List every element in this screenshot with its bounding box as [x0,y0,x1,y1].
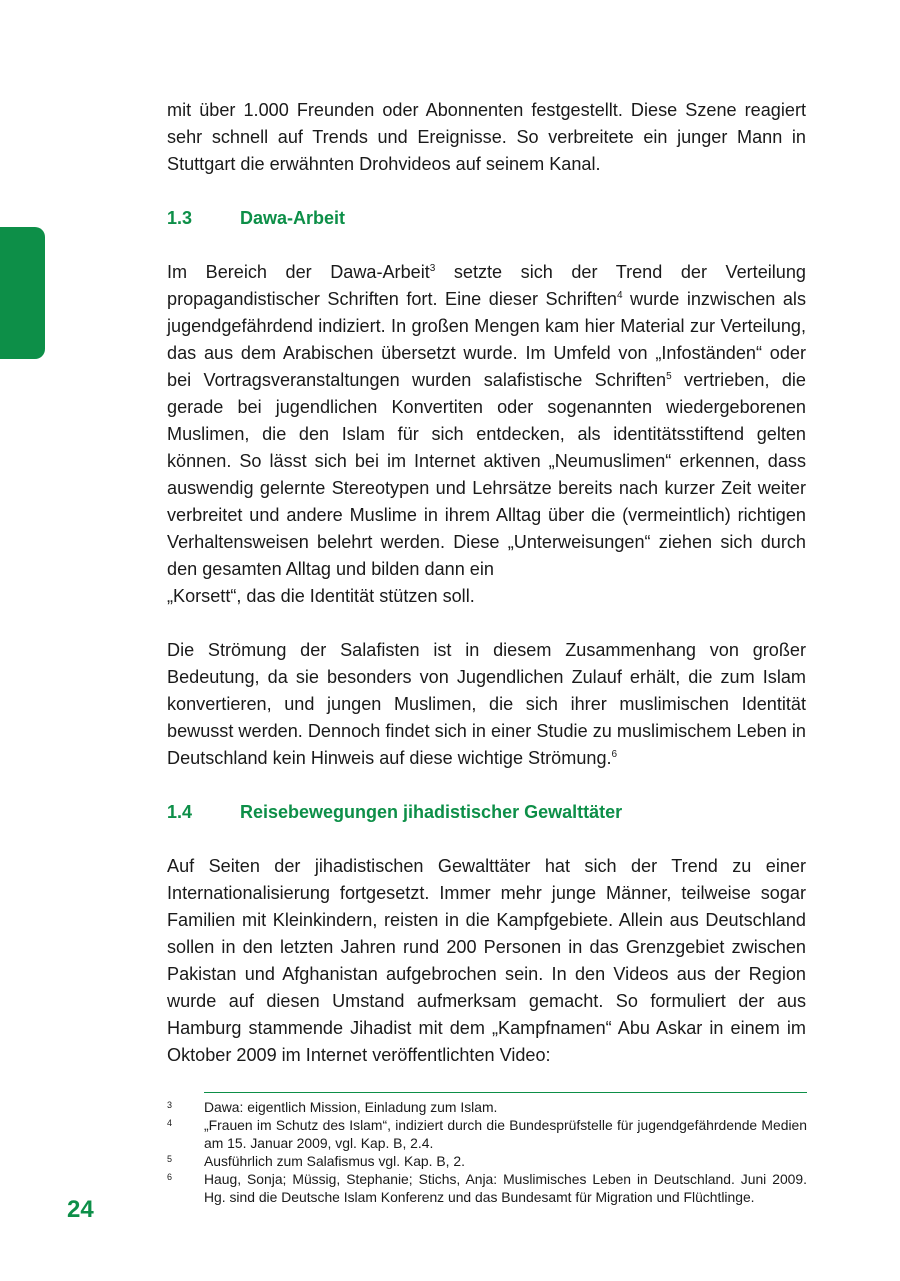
chapter-tab-marker [0,227,45,359]
footnote-text: Dawa: eigentlich Mission, Einladung zum Islam. [204,1099,498,1115]
text-run-last-line: „Korsett“, das die Identität stützen soll. [167,586,475,606]
text-run: Die Strömung der Salafisten ist in diesem Zusammenhang von großer Bedeutung, da sie besonders von Jugendlichen Zulauf erhält, die zum Islam konvertieren, und jungen Muslimen, die sich ihrer muslimischen Identität bewusst werden. Dennoch findet sich in einer Studie zu muslimischem Leben in Deutschland kein Hinweis auf diese wichtige Strömung. [167,640,806,768]
main-content [167,97,806,1069]
dawa-paragraph-2 [167,637,806,772]
footnote-divider [204,1092,807,1093]
page-number: 24 [67,1196,94,1223]
footnote-mark: 5 [167,1154,173,1164]
section-title: Dawa-Arbeit [240,208,346,228]
footnote-ref-3: 3 [429,262,436,274]
footnote-text: „Frauen im Schutz des Islam“, indiziert durch die Bundesprüfstelle für jugendgefährdende Medien am 15. Januar 2009, vgl. Kap. B, 2.4. [204,1117,807,1151]
footnote-ref-5: 5 [666,370,672,382]
footnote-mark: 6 [167,1172,173,1182]
footnote-item [167,1170,807,1206]
text-run-last: veröffentlichten Video: [372,1045,551,1065]
section-number: 1.4 [167,802,193,822]
footnote-item [167,1116,807,1152]
footnote-ref-4: 4 [616,289,623,301]
footnote-item [167,1098,807,1116]
section-heading-1-3 [167,205,806,232]
dawa-paragraph-1 [167,259,806,610]
footnote-ref-6: 6 [611,748,618,760]
section-title: Reisebewegungen jihadistischer Gewalttäter [240,802,623,822]
section-number: 1.3 [167,208,193,228]
footnote-text: Haug, Sonja; Müssig, Stephanie; Stichs, Anja: Muslimisches Leben in Deutschland. Juni 2009. Hg. sind die Deutsche Islam Konferenz und das Bundesamt für Migration und Flüchtlinge. [204,1171,807,1205]
text-run: wurde inzwischen als jugendgefährdend indiziert. In großen Mengen kam hier Material zur Verteilung, das aus dem Arabischen übersetzt wurde. Im Umfeld von „Infoständen“ oder bei Vortragsveranstaltungen wurden salafistische Schriften [167,289,806,390]
travel-paragraph [167,853,806,1069]
footnote-mark: 4 [167,1118,173,1128]
text-run: vertrieben, die gerade bei jugendlichen Konvertiten oder sogenannten wiedergeborenen Muslimen, die den Islam für sich entdecken, als identitätsstiftend gelten können. So lässt sich bei im Internet aktiven „Neumuslimen“ erkennen, dass auswendig gelernte Stereotypen und Lehrsätze bereits nach kurzer Zeit weiter verbreitet und andere Muslime in ihrem Alltag über die (vermeintlich) richtigen Verhaltensweisen belehrt werden. Diese „Unterweisungen“ ziehen sich durch den gesamten Alltag und bilden dann ein [167,370,806,579]
section-heading-1-4 [167,799,806,826]
footnote-text: Ausführlich zum Salafismus vgl. Kap. B, 2. [204,1153,465,1169]
intro-paragraph: mit über 1.000 Freunden oder Abonnenten festgestellt. Diese Szene reagiert sehr schnell auf Trends und Ereignisse. So verbreitete ein junger Mann in Stuttgart die erwähnten Drohvideos auf seinem Kanal. [167,100,806,174]
footnotes [167,1098,807,1206]
text-run: Im Bereich der Dawa-Arbeit [167,262,430,282]
text-run: Auf Seiten der jihadistischen Gewalttäter hat sich der Trend zu einer Internationalisierung fortgesetzt. Immer mehr junge Männer, teilweise sogar Familien mit Kleinkindern, reisten in die Kampfgebiete. Allein aus Deutschland sollen in den letzten Jahren rund 200 Personen in das Grenzgebiet zwischen Pakistan und Afghanistan aufgebrochen sein. In den Videos aus der Region wurde auf diesen Umstand aufmerksam gemacht. So formuliert der aus Hamburg stammende Jihadist mit dem „Kampfnamen“ Abu Askar in einem im Oktober 2009 im Internet [167,856,806,1065]
footnote-mark: 3 [167,1100,173,1110]
text-run: setzte sich der Trend der Verteilung propagandistischer Schriften fort. Eine dieser Schriften [167,262,806,309]
footnote-item [167,1152,807,1170]
